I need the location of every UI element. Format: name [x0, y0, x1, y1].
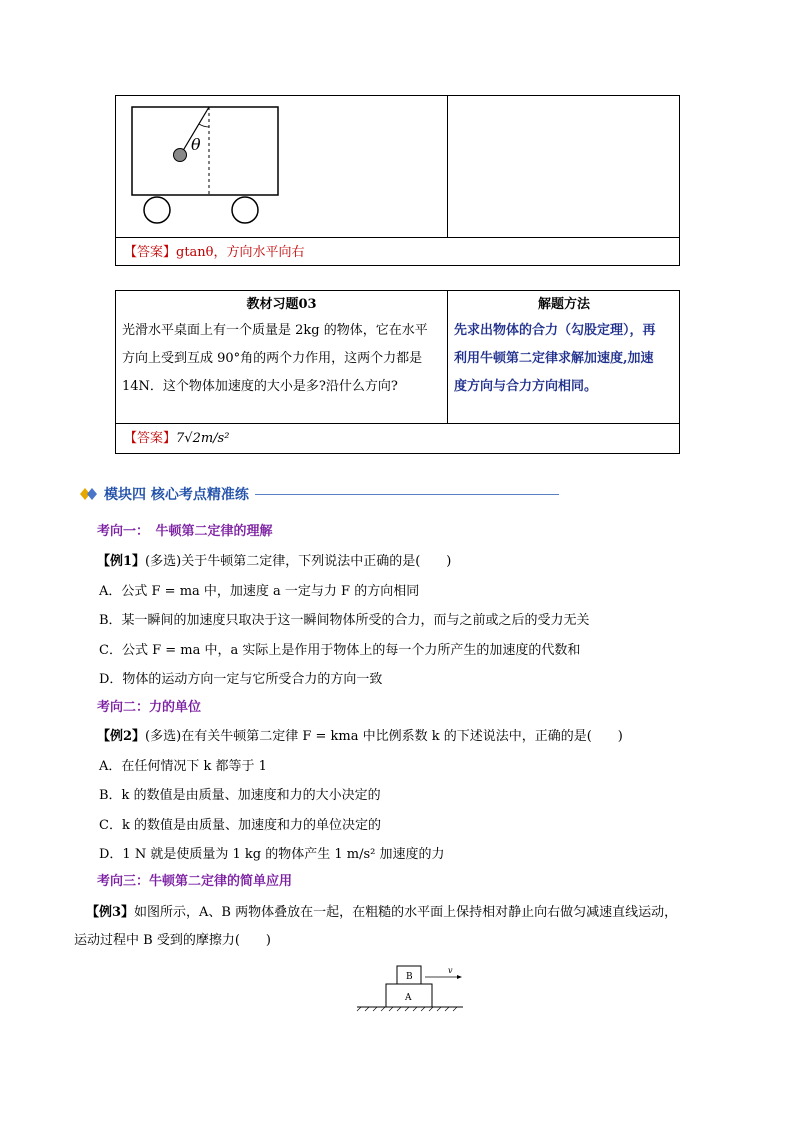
block-b-label: B — [406, 972, 413, 982]
option-a: A．公式 F = ma 中，加速度 a 一定与力 F 的方向相同 — [99, 584, 420, 599]
answer-label: 【答案】 — [124, 245, 177, 260]
question-line: 光滑水平桌面上有一个质量是 2kg 的物体，它在水平 — [122, 323, 428, 338]
section-rule — [255, 494, 559, 495]
option-a: A．在任何情况下 k 都等于 1 — [99, 759, 267, 774]
table1-answer-divider — [116, 237, 679, 238]
table2-method — [454, 317, 656, 401]
table2-answer — [124, 427, 229, 446]
example-label: 【例1】 — [97, 554, 146, 569]
direction-heading: 考向二：力的单位 — [97, 700, 202, 715]
table2 — [115, 290, 680, 454]
table1-answer — [124, 241, 305, 260]
stacked-blocks-figure — [355, 962, 467, 1012]
example3-stem-line2: 运动过程中 B 受到的摩擦力( ) — [74, 933, 271, 948]
answer-value: 7√2m/s² — [176, 431, 230, 446]
option-b: B．某一瞬间的加速度只取决于这一瞬间物体所受的合力，而与之前或之后的受力无关 — [99, 613, 590, 628]
method-line: 度方向与合力方向相同。 — [454, 379, 598, 394]
section-header — [80, 484, 559, 504]
method-line: 利用牛顿第二定律求解加速度,加速 — [454, 351, 654, 366]
example-label: 【例3】 — [86, 905, 135, 920]
block-a-label: A — [405, 993, 412, 1003]
example-stem-text: (多选)在有关牛顿第二定律 F = kma 中比例系数 k 的下述说法中，正确的是( ) — [145, 729, 623, 744]
table1-divider — [447, 96, 448, 238]
option-c: C．公式 F = ma 中，a 实际上是作用于物体上的每一个力所产生的加速度的代数和 — [99, 643, 581, 658]
velocity-label: v — [448, 966, 453, 975]
option-c: C．k 的数值是由质量、加速度和力的单位决定的 — [99, 818, 381, 833]
option-d: D．物体的运动方向一定与它所受合力的方向一致 — [99, 672, 383, 687]
cart-pendulum-figure — [126, 102, 296, 228]
example-stem-text: 如图所示，A、B 两物体叠放在一起，在粗糙的水平面上保持相对静止向右做匀减速直线运动， — [134, 905, 678, 920]
direction-heading: 考向一： 牛顿第二定律的理解 — [97, 524, 273, 539]
option-b: B．k 的数值是由质量、加速度和力的大小决定的 — [99, 788, 381, 803]
table2-right-header: 解题方法 — [537, 297, 590, 312]
table2-question — [122, 317, 428, 401]
method-line: 先求出物体的合力（勾股定理），再 — [454, 323, 656, 338]
example3-stem — [86, 901, 677, 920]
table2-answer-divider — [116, 423, 679, 424]
diamond-icon — [80, 487, 98, 501]
example-stem-text: (多选)关于牛顿第二定律，下列说法中正确的是( ) — [145, 554, 452, 569]
direction-heading: 考向三：牛顿第二定律的简单应用 — [97, 874, 293, 889]
example2-stem — [97, 725, 623, 744]
question-line: 14N．这个物体加速度的大小是多?沿什么方向? — [122, 379, 398, 394]
table1 — [115, 95, 680, 266]
section-title: 模块四 核心考点精准练 — [104, 487, 249, 503]
answer-label: 【答案】 — [124, 431, 177, 446]
option-d: D．1 N 就是使质量为 1 kg 的物体产生 1 m/s² 加速度的力 — [99, 847, 445, 862]
theta-label: θ — [191, 135, 201, 154]
answer-value: gtanθ，方向水平向右 — [176, 245, 305, 260]
example-label: 【例2】 — [97, 729, 146, 744]
example1-stem — [97, 550, 451, 569]
table2-left-header: 教材习题03 — [246, 297, 317, 312]
question-line: 方向上受到互成 90°角的两个力作用，这两个力都是 — [122, 351, 423, 366]
